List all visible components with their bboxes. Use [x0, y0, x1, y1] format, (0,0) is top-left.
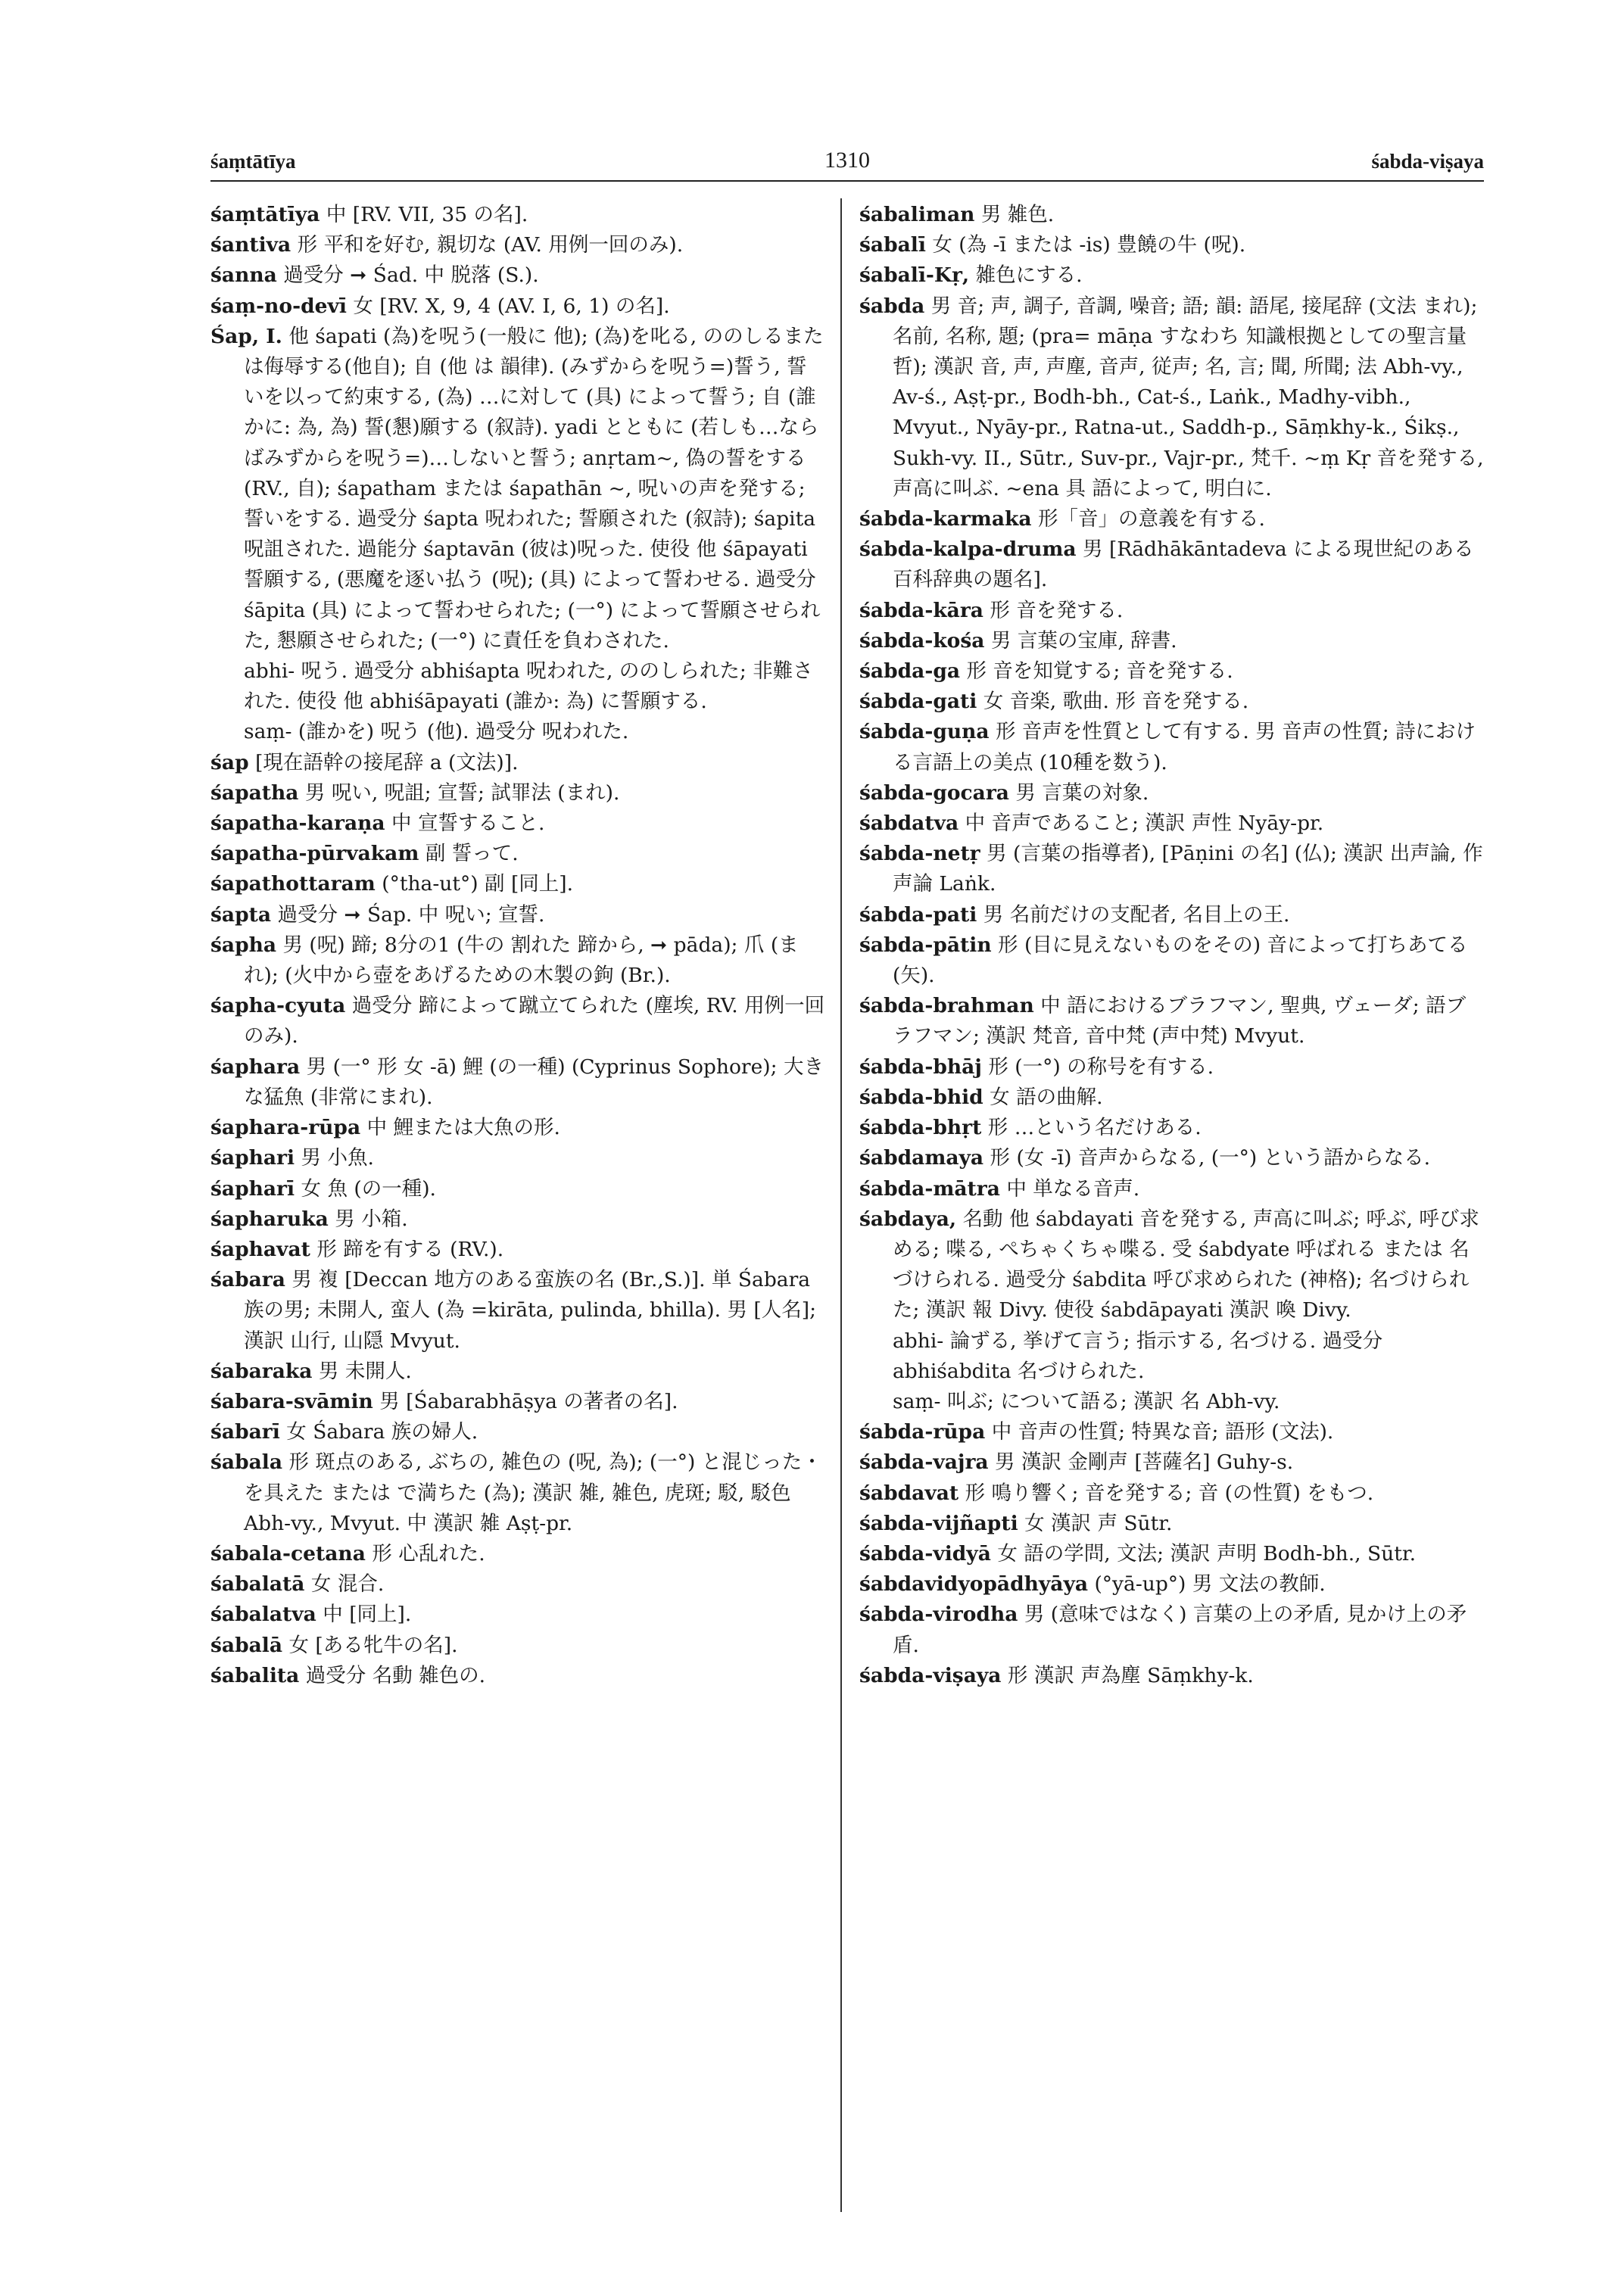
entry-definition: 男 複 [Deccan 地方のある蛮族の名 (Br.,S.)]. 単 Śabara 族の男; 未開人, 蛮人 (為 =kirāta, pulinda, bhilla). 男 [人名]; 漢訳 山行, 山隠 Mvyut. — [244, 1268, 817, 1353]
dictionary-entry — [859, 200, 1484, 230]
dictionary-entry — [210, 1204, 825, 1235]
dictionary-entry — [859, 1326, 1484, 1387]
dictionary-entry — [859, 1083, 1484, 1113]
entry-headword: śaphara — [210, 1055, 301, 1079]
entry-headword: Śap, I. — [210, 324, 282, 348]
entry-headword: śabda-kośa — [859, 628, 985, 653]
entry-headword: śabda-pātin — [859, 933, 992, 957]
entry-headword: śaphavat — [210, 1237, 310, 1261]
entry-definition: (°tha-ut°) 副 [同上]. — [382, 872, 574, 896]
dictionary-entry — [859, 1417, 1484, 1447]
entry-headword: śabdamaya — [859, 1146, 984, 1170]
entry-headword: śabda-vajra — [859, 1450, 989, 1475]
entry-headword: śabda-bhāj — [859, 1055, 982, 1079]
dictionary-entry — [210, 1235, 825, 1265]
entry-definition: 形「音」の意義を有する. — [1038, 507, 1265, 531]
entry-definition: 過受分 蹄によって蹴立てられた (塵埃, RV. 用例一回のみ). — [244, 994, 825, 1048]
dictionary-entry — [859, 808, 1484, 839]
entry-definition: 形 漢訳 声為塵 Sāṃkhy-k. — [1007, 1663, 1254, 1687]
dictionary-entry — [210, 1417, 825, 1447]
entry-definition: 中 音声であること; 漢訳 声性 Nyāy-pr. — [965, 812, 1324, 836]
entry-headword: śapatha-karaṇa — [210, 812, 385, 836]
entry-definition: saṃ- (誰かを) 呪う (他). 過受分 呪われた. — [244, 720, 629, 744]
entry-headword: śaphari — [210, 1146, 295, 1170]
entry-headword: śabdaya, — [859, 1207, 957, 1231]
dictionary-entry — [210, 200, 825, 230]
entry-definition: 副 誓って. — [425, 842, 519, 866]
dictionary-entry — [859, 839, 1484, 899]
entry-definition: 中 単なる音声. — [1006, 1176, 1140, 1201]
header-first-headword: śaṃtātīya — [210, 150, 296, 173]
entry-definition: 形 音声を性質として有する. 男 音声の性質; 詩における言語上の美点 (10種を数う). — [893, 720, 1476, 774]
dictionary-entry — [210, 1113, 825, 1143]
dictionary-entry — [859, 1143, 1484, 1173]
entry-definition: 女 [ある牝牛の名]. — [288, 1633, 458, 1657]
dictionary-entry — [210, 291, 825, 322]
entry-headword: śaṃ-no-devī — [210, 294, 347, 318]
dictionary-entry — [210, 1600, 825, 1630]
dictionary-entry — [210, 1052, 825, 1113]
entry-definition: (°yā-up°) 男 文法の教師. — [1094, 1572, 1326, 1597]
dictionary-entry — [859, 656, 1484, 687]
entry-headword: śabda-rūpa — [859, 1420, 986, 1444]
dictionary-entry — [859, 900, 1484, 930]
entry-definition: 女 語の曲解. — [990, 1085, 1103, 1109]
entry-definition: 中 鯉または大魚の形. — [366, 1116, 560, 1140]
column-divider — [840, 198, 842, 2212]
entry-definition: 中 [RV. VII, 35 の名]. — [326, 203, 528, 226]
entry-headword: śapharī — [210, 1176, 295, 1201]
entry-headword: śabda-kāra — [859, 598, 983, 622]
entry-definition: 形 鳴り響く; 音を発する; 音 (の性質) をもつ. — [965, 1481, 1374, 1505]
entry-definition: 中 宣誓すること. — [391, 812, 545, 836]
entry-definition: 男 呪い, 呪詛; 宣誓; 試罪法 (まれ). — [304, 780, 620, 805]
entry-definition: 男 漢訳 金剛声 [菩薩名] Guhy-s. — [995, 1450, 1294, 1475]
entry-headword: śabda-guṇa — [859, 720, 990, 744]
entry-definition: 男 [Śabarabhāṣya の著者の名]. — [379, 1389, 678, 1413]
entry-definition: 男 小箱. — [335, 1207, 408, 1231]
entry-headword: śabdavidyopādhyāya — [859, 1572, 1089, 1597]
entry-definition: 過受分 ➞ Śap. 中 呪い; 宣誓. — [277, 902, 545, 927]
header-last-headword: śabda-viṣaya — [1371, 150, 1484, 173]
dictionary-entry — [859, 1600, 1484, 1660]
entry-definition: saṃ- 叫ぶ; について語る; 漢訳 名 Abh-vy. — [893, 1389, 1280, 1413]
entry-definition: 過受分 ➞ Śad. 中 脱落 (S.). — [283, 263, 539, 288]
entry-definition: 形 (目に見えないものをその) 音によって打ちあてる (矢). — [893, 933, 1468, 988]
entry-headword: śabaliman — [859, 203, 975, 226]
entry-headword: śapatha — [210, 780, 299, 805]
entry-definition: abhi- 呪う. 過受分 abhiśapta 呪われた, ののしられた; 非難された. 使役 他 abhiśāpayati (誰か: 為) に誓願する. — [244, 659, 813, 714]
entry-headword: śapha — [210, 933, 277, 957]
entry-definition: 形 …という名だけある. — [987, 1116, 1202, 1140]
dictionary-entry — [210, 778, 825, 808]
entry-headword: śabara-svāmin — [210, 1389, 373, 1413]
entry-headword: śabda-netṛ — [859, 842, 980, 866]
entry-headword: śabalita — [210, 1663, 300, 1687]
dictionary-entry — [210, 1569, 825, 1600]
entry-headword: śabda — [859, 294, 925, 318]
entry-headword: śabalī — [859, 233, 926, 257]
entry-definition: 男 (呪) 蹄; 8分の1 (牛の 割れた 蹄から, ➞ pāda); 爪 (まれ); (火中から壺をあげるための木製の鉤 (Br.). — [244, 933, 799, 988]
entry-definition: 女 魚 (の一種). — [301, 1176, 436, 1201]
dictionary-entry — [859, 291, 1484, 504]
entry-headword: śapha-cyuta — [210, 994, 346, 1018]
dictionary-entry — [210, 1174, 825, 1204]
page-header — [210, 140, 1484, 178]
entry-definition: 過受分 名動 雑色の. — [305, 1663, 486, 1687]
entry-headword: śabdavat — [859, 1481, 959, 1505]
entry-headword: śabda-gocara — [859, 780, 1009, 805]
entry-headword: śabala-cetana — [210, 1541, 366, 1566]
entry-headword: śaphara-rūpa — [210, 1116, 361, 1140]
entry-definition: 名動 他 śabdayati 音を発する, 声高に叫ぶ; 呼ぶ, 呼び求める; 喋る, ぺちゃくちゃ喋る. 受 śabdyate 呼ばれる または 名づけられる. 過受分 śabdita 呼び求められた (神格); 名づけられた; 漢訳 報 Divy. 使役 śabdāpayati 漢訳 喚 Divy. — [893, 1207, 1479, 1323]
dictionary-entry — [859, 1569, 1484, 1600]
dictionary-entry — [210, 748, 825, 778]
entry-definition: 形 (女 -ī) 音声からなる, (一°) という語からなる. — [990, 1146, 1431, 1170]
dictionary-entry — [210, 656, 825, 717]
entry-headword: śabaraka — [210, 1359, 313, 1383]
entry-headword: śabalī-Kṛ, — [859, 263, 970, 288]
dictionary-entry — [859, 626, 1484, 656]
entry-headword: śapathottaram — [210, 872, 376, 896]
dictionary-entry — [210, 1265, 825, 1357]
entry-definition: abhi- 論ずる, 挙げて言う; 指示する, 名づける. 過受分 abhiśabdita 名づけられた. — [893, 1329, 1383, 1383]
dictionary-entry — [859, 1447, 1484, 1478]
entry-headword: śabda-karmaka — [859, 507, 1032, 531]
dictionary-entry — [210, 1539, 825, 1569]
entry-headword: śabda-brahman — [859, 994, 1034, 1018]
entry-headword: śap — [210, 750, 249, 774]
dictionary-entry — [859, 778, 1484, 808]
dictionary-entry — [859, 991, 1484, 1051]
dictionary-entry — [859, 717, 1484, 777]
dictionary-entry — [210, 322, 825, 656]
entry-definition: 女 (為 -ī または -is) 豊饒の牛 (呪). — [932, 233, 1246, 257]
dictionary-entry — [210, 1143, 825, 1173]
entry-headword: śabda-vijñapti — [859, 1511, 1018, 1535]
entry-definition: 雑色にする. — [975, 263, 1083, 288]
dictionary-entry — [859, 1387, 1484, 1417]
dictionary-entry — [210, 260, 825, 291]
entry-definition: 他 śapati (為)を呪う(一般に 他); (為)を叱る, ののしるまたは侮辱する(他自); 自 (他 は 韻律). (みずからを呪う=)誓う, 誓いを以って約束する, (為) …に対して (具) によって誓う; 自 (誰かに: 為, 為) 誓(懇)願する (叙詩). yadi とともに (若しも…ならばみずからを呪う=)…しないと誓う; anṛtam~, 偽の誓をする (RV., 自); śapatham または śapathān ~, 呪いの声を発する; 誓いをする. 過受分 śapta 呪われた; 誓願された (叙詩); śapita 呪詛された. 過能分 śaptavān (彼は)呪った. 使役 他 śāpayati 誓願する, (悪魔を逐い払う (呪); (具) によって誓わせる. 過受分 śāpita (具) によって誓わせられた; (一°) によって誓願させられた, 懇願させられた; (一°) に責任を負わされた. — [244, 324, 824, 653]
entry-definition: 男 雑色. — [980, 203, 1055, 226]
entry-headword: śabda-gati — [859, 690, 977, 714]
entry-definition: 男 音; 声, 調子, 音調, 噪音; 語; 韻: 語尾, 接尾辞 (文法 まれ); 名前, 名称, 題; (pra= māṇa すなわち 知識根拠としての聖言量 哲); 漢訳 音, 声, 声塵, 音声, 従声; 名, 言; 聞, 所聞; 法 Abh-vy., Av-ś., Aṣṭ-pr., Bodh-bh., Cat-ś., Laṅk., Madhy-vibh., Mvyut., Nyāy-pr., Ratna-ut., Saddh-p., Sāṃkhy-k., Śikṣ., Sukh-vy. II., Sūtr., Suv-pr., Vajr-pr., 梵千. ~ṃ Kṛ 音を発する, 声高に叫ぶ. ~ena 具 語によって, 明白に. — [893, 294, 1484, 500]
entry-definition: 女 Śabara 族の婦人. — [286, 1420, 478, 1444]
entry-headword: śapta — [210, 902, 272, 927]
entry-headword: śabala — [210, 1450, 283, 1475]
dictionary-entry — [859, 230, 1484, 260]
dictionary-entry — [859, 534, 1484, 595]
entry-definition: 形 心乱れた. — [372, 1541, 485, 1566]
entry-headword: śabda-viṣaya — [859, 1663, 1002, 1687]
dictionary-entry — [859, 504, 1484, 534]
left-column — [210, 200, 825, 2244]
dictionary-entry — [859, 1539, 1484, 1569]
entry-definition: 男 (言葉の指導者), [Pāṇini の名] (仏); 漢訳 出声論, 作声論 Laṅk. — [893, 842, 1483, 896]
dictionary-entry — [210, 230, 825, 260]
entry-definition: 男 名前だけの支配者, 名目上の王. — [983, 902, 1290, 927]
entry-headword: śabda-bhṛt — [859, 1116, 982, 1140]
entry-headword: śabdatva — [859, 812, 959, 836]
entry-definition: 男 言葉の対象. — [1015, 780, 1149, 805]
dictionary-entry — [210, 930, 825, 991]
dictionary-entry — [859, 1661, 1484, 1691]
entry-headword: śabalā — [210, 1633, 283, 1657]
entry-headword: śabda-vidyā — [859, 1541, 991, 1566]
dictionary-entry — [859, 260, 1484, 291]
dictionary-entry — [210, 1661, 825, 1691]
entry-definition: 女 音楽, 歌曲. 形 音を発する. — [983, 690, 1249, 714]
entry-definition: 女 [RV. X, 9, 4 (AV. I, 6, 1) の名]. — [353, 294, 670, 318]
entry-headword: śabda-ga — [859, 659, 961, 684]
right-column — [859, 200, 1484, 2244]
entry-definition: 中 [同上]. — [323, 1603, 412, 1627]
dictionary-entry — [859, 1509, 1484, 1539]
entry-definition: 女 混合. — [310, 1572, 385, 1597]
entry-headword: śabda-kalpa-druma — [859, 537, 1077, 562]
entry-headword: śanna — [210, 263, 277, 288]
dictionary-entry — [210, 839, 825, 869]
entry-definition: 形 斑点のある, ぶちの, 雑色の (呪, 為); (一°) と混じった・を具えた または で満ちた (為); 漢訳 雑, 雑色, 虎斑; 駁, 駁色 Abh-vy., Mvyut. 中 漢訳 雑 Aṣṭ-pr. — [244, 1450, 822, 1535]
entry-definition: 形 音を発する. — [990, 598, 1124, 622]
dictionary-entry — [859, 596, 1484, 626]
entry-headword: śabda-bhid — [859, 1085, 983, 1109]
dictionary-entry — [859, 930, 1484, 991]
entry-definition: 男 言葉の宝庫, 辞書. — [990, 628, 1177, 653]
entry-headword: śabalatva — [210, 1603, 316, 1627]
entry-headword: śabara — [210, 1268, 285, 1292]
entry-definition: 男 [Rādhākāntadeva による現世紀のある百科辞典の題名]. — [893, 537, 1474, 592]
entry-headword: śabda-pati — [859, 902, 977, 927]
entry-definition: 男 未開人. — [318, 1359, 412, 1383]
header-rule — [210, 180, 1484, 182]
entry-headword: śaṃtātīya — [210, 203, 320, 226]
entry-headword: śapharuka — [210, 1207, 329, 1231]
dictionary-entry — [210, 1631, 825, 1661]
dictionary-entry — [210, 1387, 825, 1417]
dictionary-entry — [859, 687, 1484, 717]
entry-headword: śabda-mātra — [859, 1176, 1000, 1201]
entry-definition: [現在語幹の接尾辞 a (文法)]. — [255, 750, 519, 774]
page-number: 1310 — [824, 148, 870, 173]
dictionary-entry — [859, 1478, 1484, 1509]
entry-definition: 中 音声の性質; 特異な音; 語形 (文法). — [991, 1420, 1334, 1444]
dictionary-entry — [210, 808, 825, 839]
entry-definition: 形 (一°) の称号を有する. — [988, 1055, 1214, 1079]
dictionary-entry — [859, 1204, 1484, 1326]
entry-headword: śantiva — [210, 233, 291, 257]
entry-headword: śapatha-pūrvakam — [210, 842, 419, 866]
entry-definition: 男 小魚. — [301, 1146, 374, 1170]
entry-definition: 男 (意味ではなく) 言葉の上の矛盾, 見かけ上の矛盾. — [893, 1603, 1467, 1657]
entry-headword: śabarī — [210, 1420, 280, 1444]
dictionary-entry — [859, 1174, 1484, 1204]
entry-definition: 女 語の学問, 文法; 漢訳 声明 Bodh-bh., Sūtr. — [997, 1541, 1417, 1566]
entry-definition: 中 語におけるブラフマン, 聖典, ヴェーダ; 語ブラフマン; 漢訳 梵音, 音中梵 (声中梵) Mvyut. — [893, 994, 1467, 1048]
dictionary-entry — [859, 1052, 1484, 1083]
dictionary-entry — [210, 869, 825, 899]
entry-definition: 形 蹄を有する (RV.). — [316, 1237, 504, 1261]
entry-headword: śabda-virodha — [859, 1603, 1018, 1627]
dictionary-entry — [210, 717, 825, 747]
dictionary-entry — [859, 1113, 1484, 1143]
entry-definition: 形 音を知覚する; 音を発する. — [966, 659, 1233, 684]
dictionary-entry — [210, 1447, 825, 1539]
entry-headword: śabalatā — [210, 1572, 305, 1597]
entry-definition: 女 漢訳 声 Sūtr. — [1024, 1511, 1173, 1535]
dictionary-entry — [210, 1357, 825, 1387]
entry-definition: 男 (一° 形 女 -ā) 鯉 (の一種) (Cyprinus Sophore); 大きな猛魚 (非常にまれ). — [244, 1055, 824, 1109]
dictionary-entry — [210, 900, 825, 930]
dictionary-entry — [210, 991, 825, 1051]
entry-definition: 形 平和を好む, 親切な (AV. 用例一回のみ). — [297, 233, 684, 257]
